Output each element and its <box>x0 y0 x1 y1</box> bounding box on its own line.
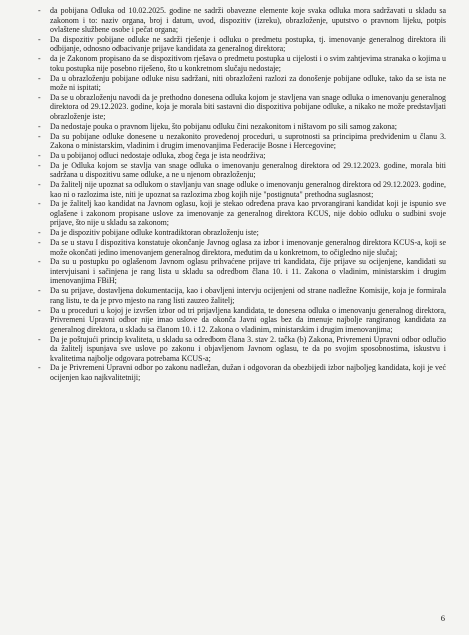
list-bullet: - <box>38 363 41 373</box>
list-item <box>38 74 446 93</box>
list-item <box>38 199 446 228</box>
list-item <box>38 306 446 335</box>
list-item-text: Da je Odluka kojom se stavlja van snage odluka o imenovanju generalnog direktora od 29.12.2023. godine, morala biti sadržana u dispozitivu same odluke, a ne u njenom obrazloženju; <box>50 160 446 180</box>
list-item-text: Da nedostaje pouka o pravnom lijeku, što pobijanu odluku čini nezakonitom i ništavom po sili samog zakona; <box>50 121 397 131</box>
list-bullet: - <box>38 286 41 296</box>
list-item <box>38 54 446 73</box>
list-item <box>38 257 446 286</box>
list-bullet: - <box>38 34 41 44</box>
list-item-text: Da je Privremeni Upravni odbor po zakonu nadležan, dužan i odgovoran da obezbijedi izbor najboljeg kandidata, koji je već ocijenjen kao najkvalitetniji; <box>50 363 446 382</box>
list-bullet: - <box>38 160 41 170</box>
list-item <box>38 180 446 199</box>
list-bullet: - <box>38 131 41 141</box>
list-bullet: - <box>38 92 41 102</box>
list-item-text: Da su u postupku po oglašenom Javnom oglasu prihvaćene prijave tri kandidata, čije prijave su ocijenjene, kandidati su intervjuisani i sačinjena je rang lista u skladu sa odredbom člana 10. i 11. Zakona o vladinim, ministarskim i drugim imenovanjima FBiH; <box>50 257 446 286</box>
list-item <box>38 238 446 257</box>
page-number: 6 <box>440 613 445 623</box>
list-item <box>38 228 446 238</box>
list-item-text: Da se u obrazloženju navodi da je prethodno donesena odluka kojom je stavljena van snage odluka o imenovanju generalnog direktora od 29.12.2023. godine, koja je morala biti sastavni dio dispozitiva pobijane odluke, a nikako ne može predstavljati obrazloženje iste; <box>50 92 446 121</box>
list-item-text: da pobijana Odluka od 10.02.2025. godine ne sadrži obavezne elemente koje svaka odluka mora sadržavati u skladu sa zakonom i to: naziv organa, broj i datum, uvod, dispozitiv (izreku), obrazloženje, uputstvo o pravnom lijeku, potpis ovlaštene službene osobe i pečat organa; <box>50 6 446 34</box>
list-bullet: - <box>38 199 41 209</box>
list-item <box>38 363 446 382</box>
list-bullet: - <box>38 334 41 344</box>
list-item-text: Da dispozitiv pobijane odluke ne sadrži rješenje i odluku o predmetu postupka, tj. imenovanje generalnog direktora ili odbijanje, odnosno odbacivanje prijave kandidata za generalnog direktora; <box>50 34 446 54</box>
list-item <box>38 122 446 132</box>
list-item-text: Da žalitelj nije upoznat sa odlukom o stavljanju van snage odluke o imenovanju generalnog direktora od 29.12.2023. godine, kao ni o razlozima iste, niti je upoznat sa razlozima zbog kojih nije "postignuta" prethodna suglasnost; <box>50 180 446 199</box>
objection-list <box>38 6 446 383</box>
list-item <box>38 161 446 180</box>
list-bullet: - <box>38 54 41 64</box>
list-item-text: da je Zakonom propisano da se dispozitivom rješava o predmetu postupka u cijelosti i o svim zahtjevima stranaka o kojima u toku postupka nije posebno riješeno, što u konkretnom slučaju nedostaje; <box>50 54 446 73</box>
list-item-text: Da u obrazloženju pobijane odluke nisu sadržani, niti obrazloženi razlozi za donošenje pobijane odluke, tako da se ista ne može ni ispitati; <box>50 73 446 93</box>
list-item <box>38 335 446 364</box>
list-bullet: - <box>38 180 41 190</box>
list-item-text: Da je žalitelj kao kandidat na Javnom oglasu, koji je stekao određena prava kao prvorangirani kandidat koji je ispunio sve oglašene i zakonom propisane uslove za imenovanje za generalnog direktora KCUS, nije dobio odluku o sudbini svoje prijave, što nije u skladu sa zakonom; <box>50 199 446 228</box>
list-bullet: - <box>38 228 41 238</box>
list-item-text: Da su pobijane odluke donesene u nezakonito provedenoj proceduri, u suprotnosti sa principima predviđenim u članu 3. Zakona o ministarskim, vladinim i drugim imenovanjima Federacije Bosne i Hercegovine; <box>50 131 446 151</box>
list-item <box>38 35 446 54</box>
list-bullet: - <box>38 257 41 267</box>
list-bullet: - <box>38 6 41 15</box>
list-bullet: - <box>38 150 41 160</box>
list-bullet: - <box>38 305 41 315</box>
list-item <box>38 93 446 122</box>
list-item <box>38 286 446 305</box>
list-item-text: Da se u stavu I dispozitiva konstatuje okončanje Javnog oglasa za izbor i imenovanje generalnog direktora KCUS-a, koji se može okončati jedino imenovanjem generalnog direktora, međutim da u konkretnom, to očigledno nije slučaj; <box>50 238 446 257</box>
list-item-text: Da u proceduri u kojoj je izvršen izbor od tri prijavljena kandidata, te donesena odluka o imenovanju generalnog direktora, Privremeni Upravni odbor nije imao uslove da okonča Javni oglas bez da imenuje najbolje rangiranog kandidata za generalnog direktora, u skladu sa članom 10. i 12. Zakona o vladinim, ministarskim i drugim imenovanjima; <box>50 305 446 334</box>
list-item <box>38 151 446 161</box>
list-bullet: - <box>38 238 41 248</box>
list-item-text: Da u pobijanoj odluci nedostaje odluka, zbog čega je ista neodrživa; <box>50 150 266 160</box>
list-item <box>38 6 446 35</box>
list-item <box>38 132 446 151</box>
list-bullet: - <box>38 73 41 83</box>
list-item-text: Da je dispozitiv pobijane odluke kontradiktoran obrazloženju iste; <box>50 228 259 238</box>
list-bullet: - <box>38 121 41 131</box>
list-item-text: Da su prijave, dostavljena dokumentacija, kao i obavljeni intervju ocijenjeni od strane nadležne Komisije, koja je formirala rang listu, te da je prvo mjesto na rang listi zauzeo žalitelj; <box>50 286 446 305</box>
list-item-text: Da je poštujući princip kvaliteta, u skladu sa odredbom člana 3. stav 2. tačka (b) Zakona, Privremeni Upravni odbor odlučio da žalitelj ispunjava sve uslove po zakonu i objavljenom Javnom oglasu, te da po svojim sposobnostima, iskustvu i kvalitetima najbolje odgovara potrebama KCUS-a; <box>50 334 446 363</box>
